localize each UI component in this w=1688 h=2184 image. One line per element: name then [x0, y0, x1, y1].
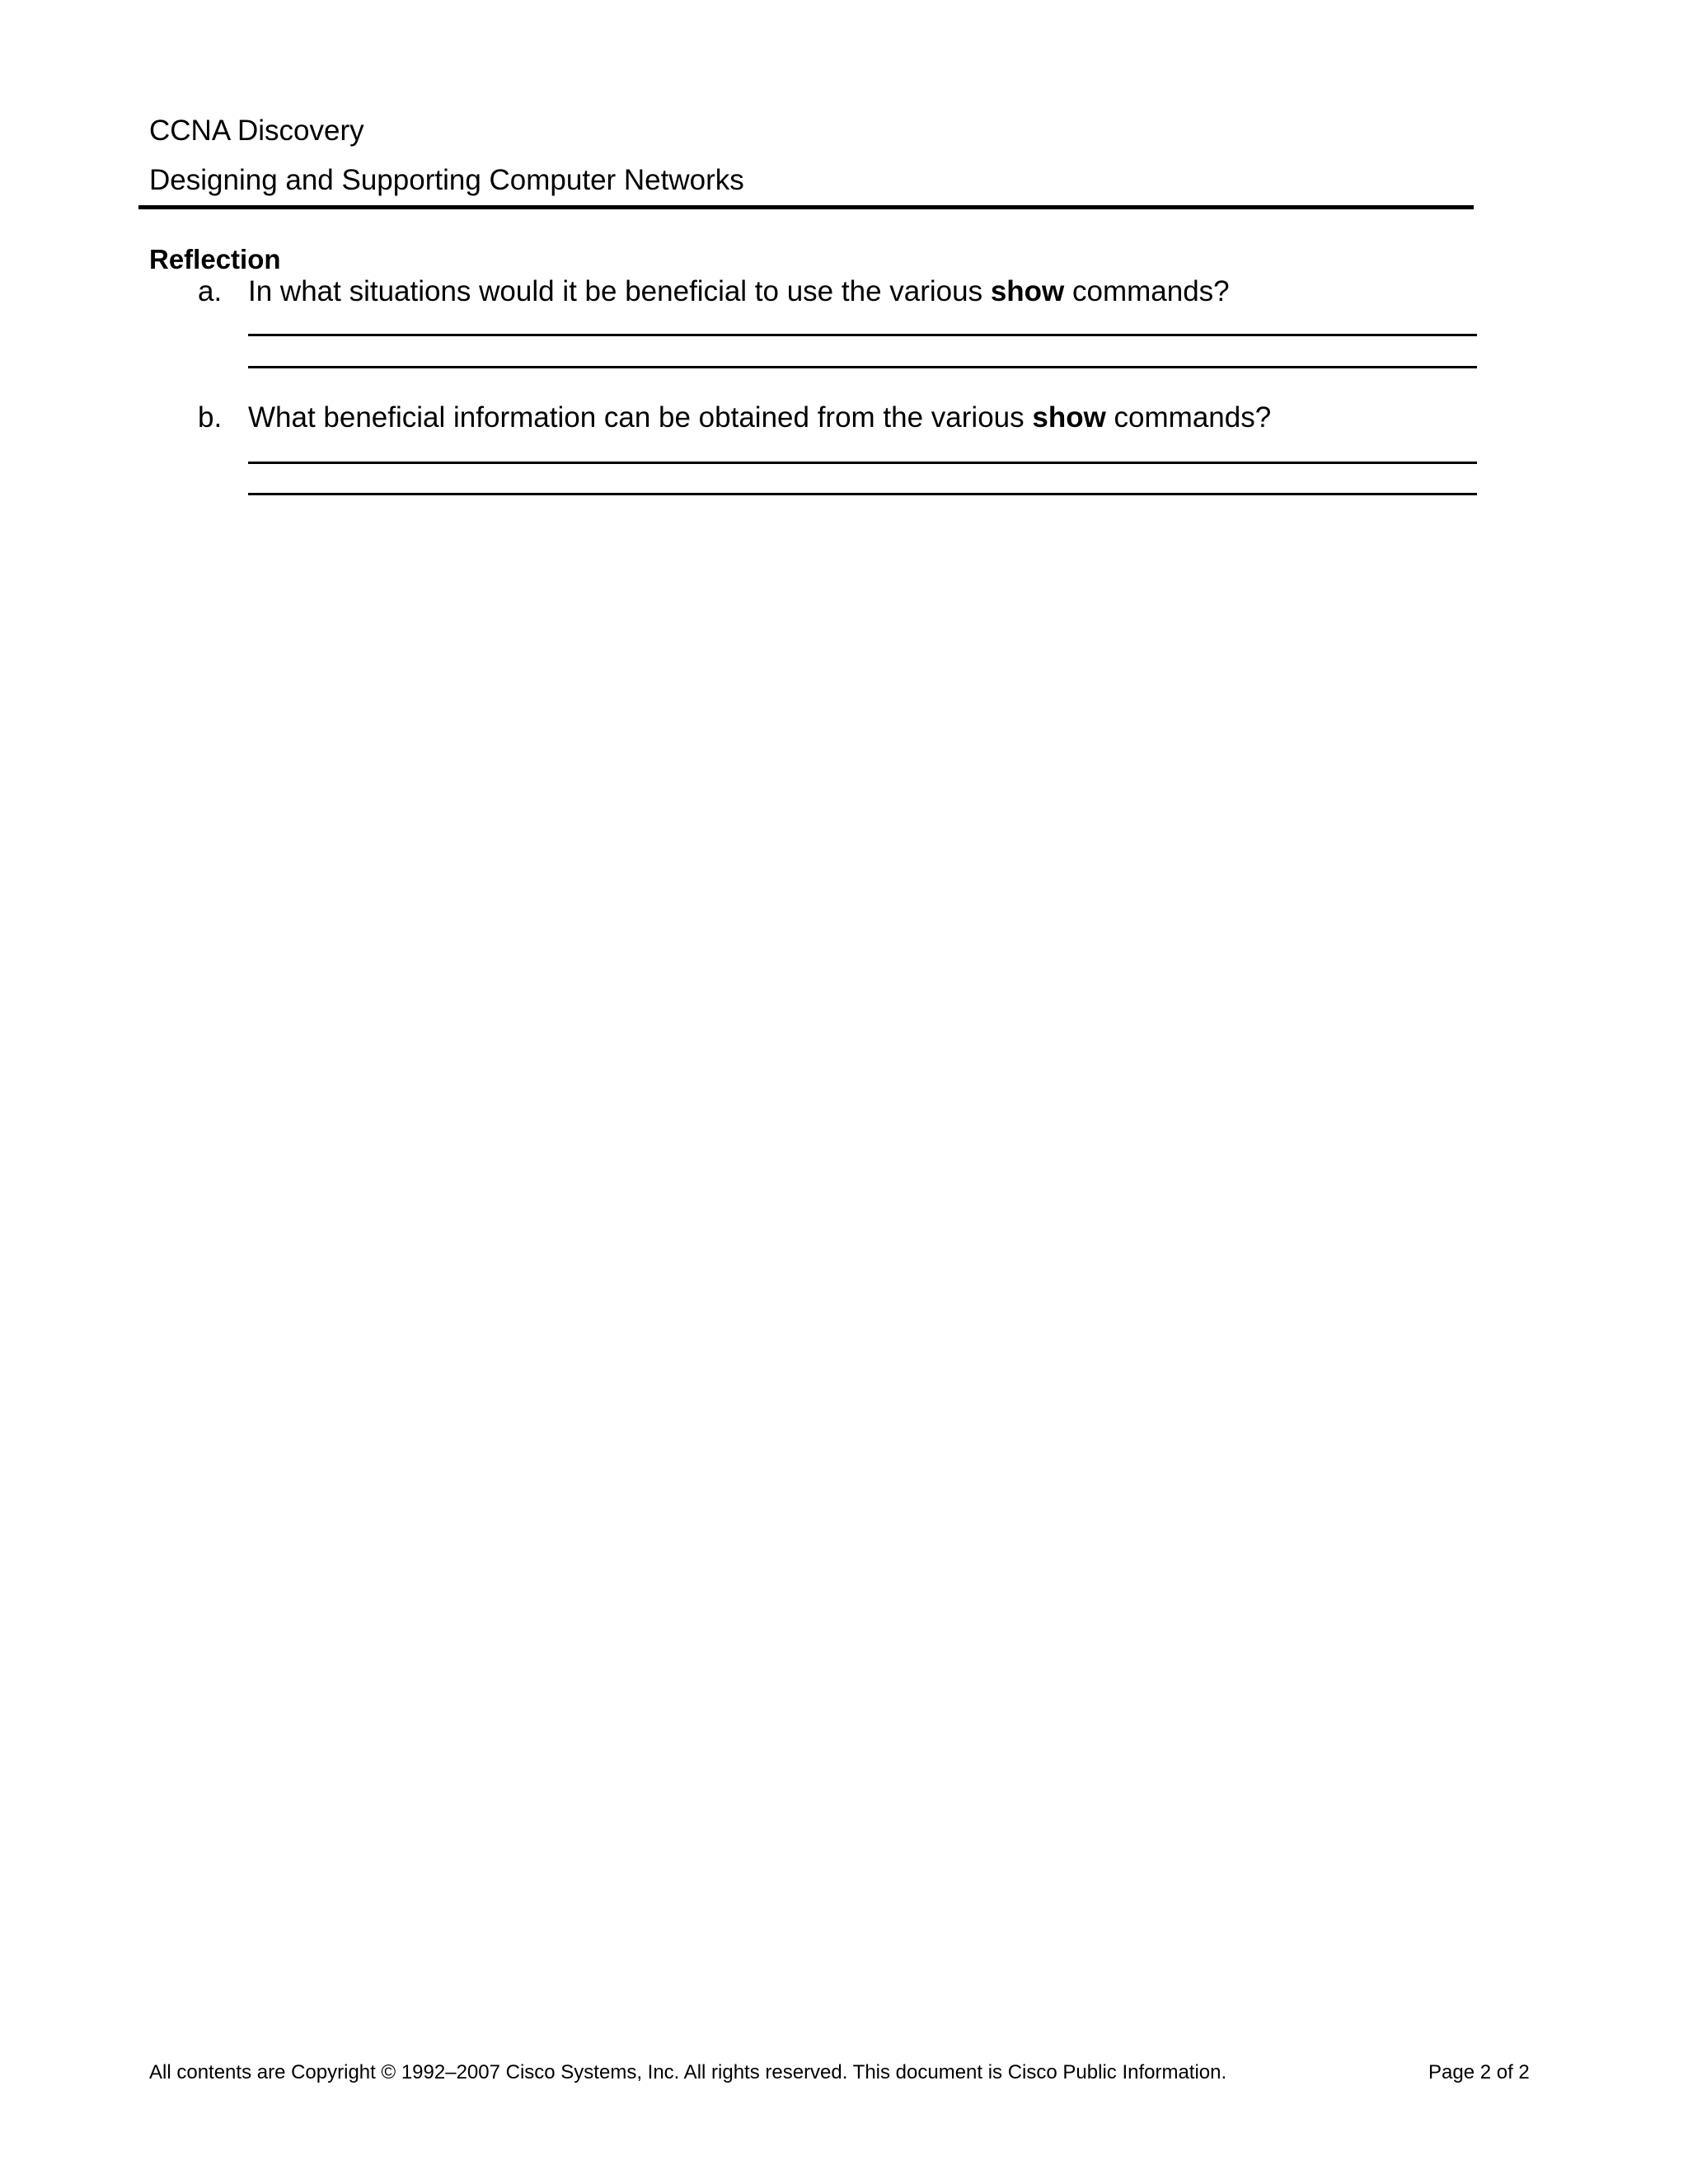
answer-line-a-2[interactable]: [248, 366, 1477, 368]
question-b-keyword: show: [1032, 401, 1106, 434]
question-b-text: [248, 401, 1271, 435]
question-a-text-before: In what situations would it be beneficial to use the various: [248, 275, 991, 307]
question-a-text-after: commands?: [1064, 275, 1230, 307]
header-course-title: CCNA Discovery: [149, 115, 364, 147]
answer-line-a-1[interactable]: [248, 334, 1477, 336]
footer-copyright: All contents are Copyright © 1992–2007 Cisco Systems, Inc. All rights reserved. This document is Cisco Public Information.: [149, 2061, 1227, 2083]
question-b-marker: b.: [198, 401, 223, 434]
question-a-marker: a.: [198, 275, 223, 307]
answer-line-b-2[interactable]: [248, 493, 1477, 495]
header-module-title: Designing and Supporting Computer Networks: [149, 164, 744, 196]
header-divider: [138, 205, 1474, 209]
question-a-text: [248, 274, 1230, 309]
question-a-keyword: show: [990, 275, 1065, 307]
section-title-reflection: Reflection: [149, 244, 281, 274]
question-b-text-before: What beneficial information can be obtained from the various: [248, 401, 1033, 434]
question-b-text-after: commands?: [1105, 401, 1272, 434]
answer-line-b-1[interactable]: [248, 462, 1477, 464]
footer-page-number: Page 2 of 2: [1428, 2061, 1530, 2083]
